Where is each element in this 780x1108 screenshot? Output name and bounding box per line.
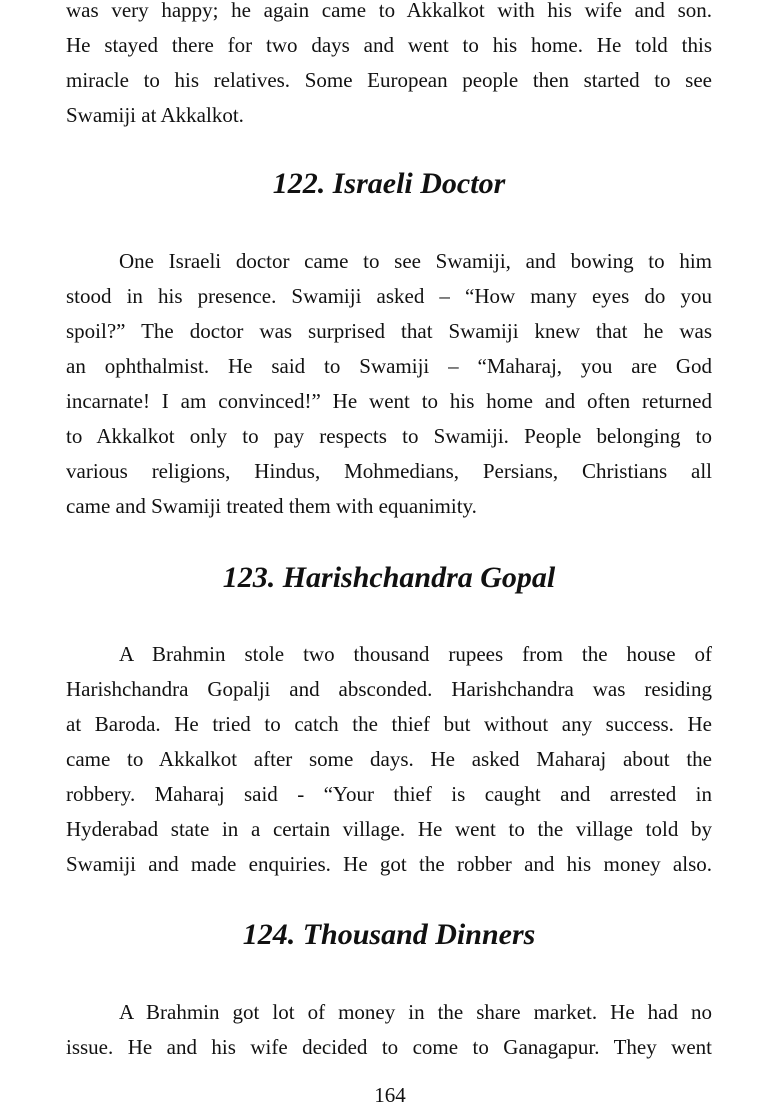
text-line: issue. He and his wife decided to come to Ganagapur. They went: [66, 1035, 712, 1059]
section-paragraph-123: [66, 637, 712, 882]
text-line: Harishchandra Gopalji and absconded. Harishchandra was residing: [66, 677, 712, 701]
text-line: stood in his presence. Swamiji asked – “How many eyes do you: [66, 284, 712, 308]
section-heading-124: 124. Thousand Dinners: [242, 918, 536, 951]
section-paragraph-122: [66, 244, 712, 524]
text-line: miracle to his relatives. Some European people then started to see: [66, 68, 712, 92]
text-line: incarnate! I am convinced!” He went to his home and often returned: [66, 389, 712, 413]
text-line: Swamiji at Akkalkot.: [66, 103, 244, 127]
text-line: various religions, Hindus, Mohmedians, Persians, Christians all: [66, 459, 712, 483]
text-line: at Baroda. He tried to catch the thief but without any success. He: [66, 712, 712, 736]
intro-paragraph: [66, 0, 712, 133]
text-line: One Israeli doctor came to see Swamiji, and bowing to him: [119, 249, 712, 273]
text-line: came and Swamiji treated them with equanimity.: [66, 494, 477, 518]
text-line: was very happy; he again came to Akkalkot with his wife and son.: [66, 0, 712, 22]
text-line: A Brahmin stole two thousand rupees from the house of: [119, 642, 712, 666]
text-line: an ophthalmist. He said to Swamiji – “Maharaj, you are God: [66, 354, 712, 378]
text-line: spoil?” The doctor was surprised that Swamiji knew that he was: [66, 319, 712, 343]
text-line: Hyderabad state in a certain village. He went to the village told by: [66, 817, 712, 841]
page-number: 164: [374, 1083, 406, 1107]
text-line: A Brahmin got lot of money in the share market. He had no: [119, 1000, 712, 1024]
section-heading-122: 122. Israeli Doctor: [272, 167, 506, 200]
text-line: came to Akkalkot after some days. He asked Maharaj about the: [66, 747, 712, 771]
text-line: to Akkalkot only to pay respects to Swamiji. People belonging to: [66, 424, 712, 448]
text-line: He stayed there for two days and went to his home. He told this: [66, 33, 712, 57]
text-line: Swamiji and made enquiries. He got the robber and his money also.: [66, 852, 712, 876]
text-line: robbery. Maharaj said - “Your thief is caught and arrested in: [66, 782, 712, 806]
section-paragraph-124: [66, 995, 712, 1065]
section-heading-123: 123. Harishchandra Gopal: [222, 561, 556, 594]
